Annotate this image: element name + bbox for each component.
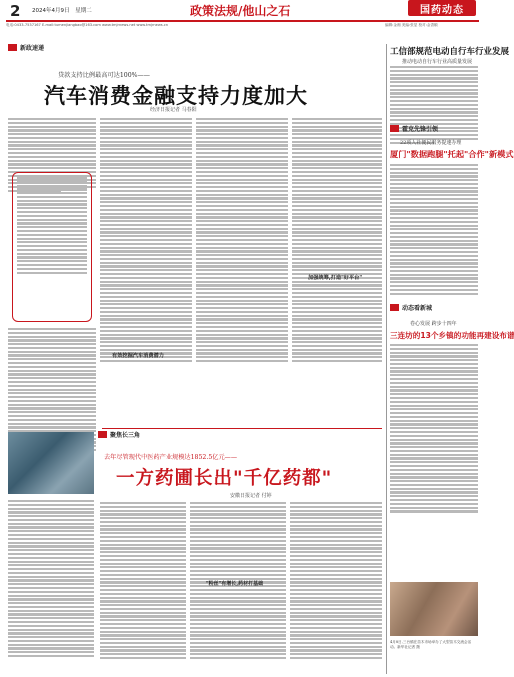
sidebar2-headline: 厦门"数据跑腿"托起"合作"新模式 (390, 149, 514, 159)
sidebar1-subhead: 推动电动自行车行业高质量发展 (402, 59, 473, 65)
editors-line: 编辑:金湘 美编:张显 校对:金香顺 (385, 23, 438, 27)
tag-marker-icon (8, 44, 17, 51)
masthead-rule (6, 20, 479, 22)
article1-col4 (292, 118, 382, 362)
tag-marker-icon (390, 304, 399, 311)
article1-col3 (196, 118, 288, 362)
contacts-line: 电话:0433-7537167 E-mail:tumenjiangbao@163.com www.tmjrnews.net www.tmjrnews.cn (6, 23, 169, 27)
pullquote-box (12, 172, 92, 322)
article2-headline: 一方药圃长出"千亿药都" (116, 468, 333, 489)
tag-yangtze-delta (98, 430, 140, 439)
sidebar2-kicker: 22项人社便民服务提速办理 (400, 140, 462, 146)
article1-headline: 汽车消费金融支持力度加大 (44, 84, 308, 108)
sidebar3-kicker: 卷心发展 跨步十四年 (410, 321, 457, 327)
column-divider (386, 44, 387, 674)
article1-kicker: 贷款支持比例最高可达100%—— (58, 72, 150, 79)
article2-photo (8, 432, 94, 494)
logo-text: 国药动态 (420, 4, 464, 16)
tag-label: 动态看新城 (402, 305, 433, 312)
article2-col1 (100, 502, 186, 659)
article2-kicker: 去年尽管现代中医药产业规模达1852.5亿元—— (104, 454, 238, 461)
masthead (0, 0, 485, 42)
tag-new-city (390, 303, 432, 312)
tag-marker-icon (98, 431, 107, 438)
article1-subhead2: 加强统筹,打造"好平台" (308, 275, 363, 281)
sidebar3-photo (390, 582, 478, 636)
tag-marker-icon (390, 125, 399, 132)
sidebar3-headline: 三连坊的13个乡镇的功能再建设布谱 (390, 331, 514, 340)
tag-label: 聚焦长三角 (110, 432, 141, 439)
tag-pioneer (390, 124, 438, 133)
tag-label: 霍克先锋引领 (402, 126, 439, 133)
article2-subhead: "粉丝"有增长,药材打基础 (206, 581, 264, 587)
weekday-text: 星期二 (75, 8, 92, 14)
sidebar3-text (390, 344, 478, 513)
pullquote-text (17, 177, 87, 274)
article2-side-col (8, 500, 94, 657)
issue-date (32, 6, 92, 14)
article1-byline: 经济日报记者 马春阳 (150, 107, 197, 113)
sidebar2-text (390, 164, 478, 295)
tag-new-policy (8, 43, 44, 52)
sidebar1-headline: 工信部规范电动自行车行业发展 (390, 47, 510, 57)
newspaper-logo (408, 0, 476, 16)
date-text: 2024年4月9日 (32, 8, 70, 14)
article1-subhead: 有效挖掘汽车消费潜力 (112, 353, 164, 359)
article1-col2 (100, 118, 192, 362)
tag-label: 新政速递 (20, 45, 45, 52)
section-title: 政策法规/他山之石 (190, 4, 291, 18)
article2-byline: 安徽日报记者 付婷 (230, 493, 272, 499)
sidebar3-caption: 4月8日,三台镇在苗木市场举办了大型苗木交流会活动。新华社记者 摄 (390, 640, 472, 649)
page-number: 2 (10, 2, 21, 20)
article2-col3 (290, 502, 382, 659)
article2-rule (102, 428, 382, 429)
